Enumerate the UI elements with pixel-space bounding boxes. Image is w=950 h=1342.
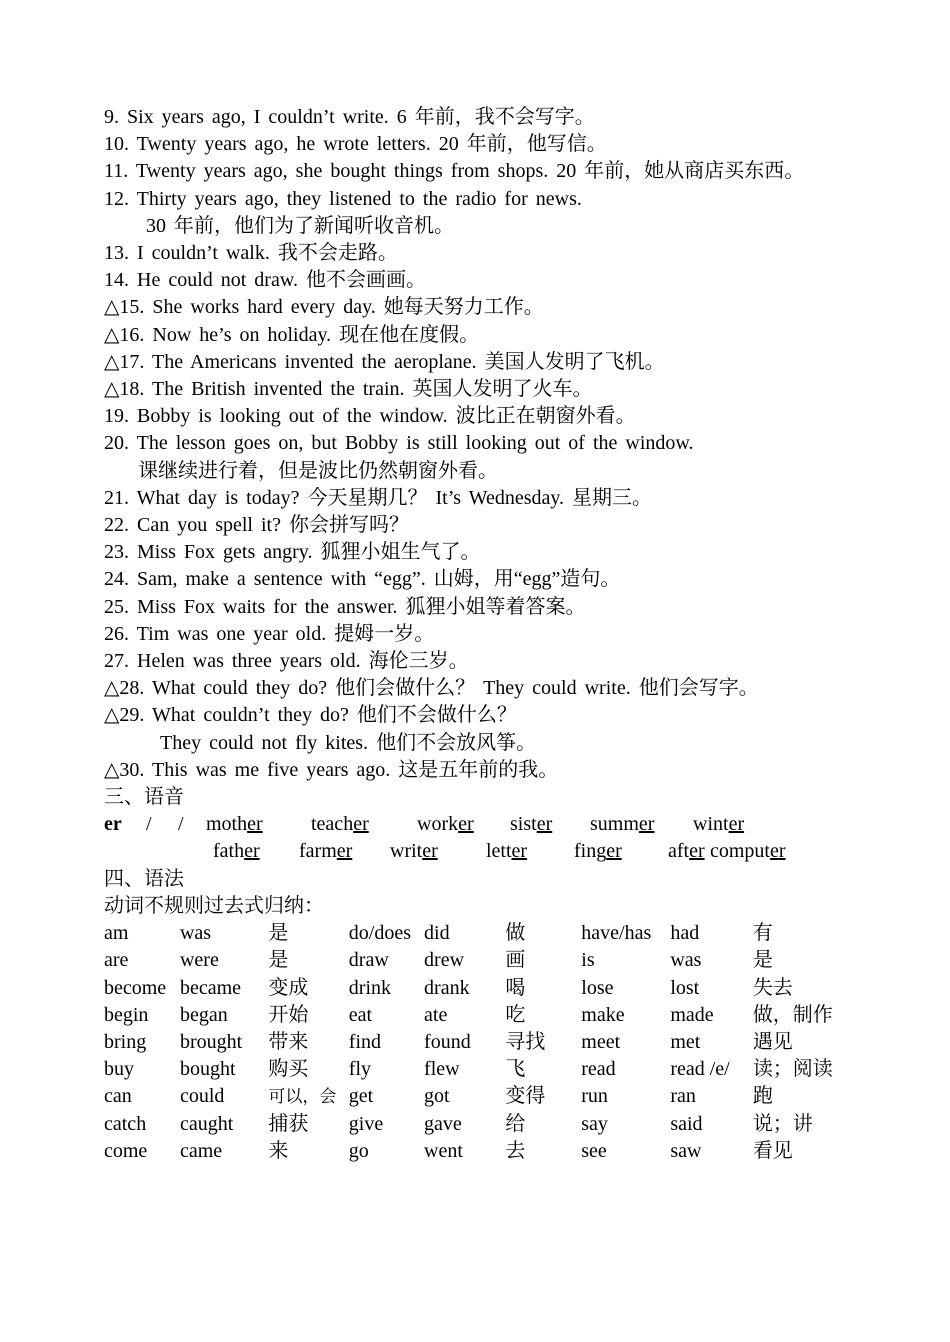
phonics-slash-open: / bbox=[146, 813, 152, 836]
verb-row bbox=[104, 975, 849, 1002]
verb-row bbox=[104, 1083, 849, 1110]
verb-past: made bbox=[670, 1003, 714, 1026]
verb-meaning: 看见 bbox=[752, 1139, 793, 1162]
verb-present: draw bbox=[348, 949, 389, 972]
phonics-word: summer bbox=[590, 813, 655, 836]
phonics-word: farmer bbox=[299, 840, 353, 863]
verb-past: bought bbox=[179, 1058, 236, 1081]
verb-present: run bbox=[581, 1085, 608, 1108]
verb-present: go bbox=[348, 1139, 369, 1162]
verb-meaning: 是 bbox=[268, 949, 289, 972]
verb-present: get bbox=[348, 1085, 374, 1108]
verb-meaning: 做，制作 bbox=[752, 1003, 833, 1026]
verb-present: give bbox=[348, 1112, 384, 1135]
verb-present: find bbox=[348, 1030, 382, 1053]
verb-meaning: 读；阅读 bbox=[752, 1058, 833, 1081]
sentence-20-translation: 课继续进行着，但是波比仍然朝窗外看。 bbox=[138, 459, 498, 482]
sentence-24: 24. Sam, make a sentence with “egg”. 山姆，用“egg”造句。 bbox=[104, 568, 621, 591]
phonics-word: winter bbox=[693, 813, 745, 836]
phonics-word: letter bbox=[486, 840, 528, 863]
verb-meaning: 去 bbox=[505, 1139, 526, 1162]
verb-row bbox=[104, 1056, 849, 1083]
verb-present: have/has bbox=[581, 922, 652, 945]
phonics-word: sister bbox=[510, 813, 553, 836]
verb-past: could bbox=[179, 1085, 225, 1108]
verb-meaning: 喝 bbox=[505, 976, 526, 999]
verb-table-body bbox=[104, 920, 849, 1165]
verb-meaning: 说；讲 bbox=[752, 1112, 813, 1135]
verb-meaning: 给 bbox=[505, 1112, 526, 1135]
sentence-14: 14. He could not draw. 他不会画画。 bbox=[104, 269, 426, 292]
verb-past: ran bbox=[670, 1085, 696, 1108]
verb-past: were bbox=[179, 949, 219, 972]
verb-present: begin bbox=[104, 1003, 149, 1026]
sentence-12-translation: 30 年前，他们为了新闻听收音机。 bbox=[146, 214, 454, 237]
verb-meaning: 做 bbox=[505, 922, 526, 945]
verb-meaning: 变成 bbox=[268, 976, 309, 999]
sentence-13: 13. I couldn’t walk. 我不会走路。 bbox=[104, 242, 398, 265]
verb-past: met bbox=[670, 1030, 701, 1053]
verb-past: caught bbox=[179, 1112, 234, 1135]
verb-row bbox=[104, 1111, 849, 1138]
verb-past: got bbox=[424, 1085, 450, 1108]
sentence-22: 22. Can you spell it? 你会拼写吗？ bbox=[104, 514, 409, 537]
sentence-30: △30. This was me five years ago. 这是五年前的我。 bbox=[104, 758, 559, 781]
document-page bbox=[104, 104, 849, 1165]
phonics-row-1 bbox=[104, 811, 849, 838]
sentence-25: 25. Miss Fox waits for the answer. 狐狸小姐等着答案。 bbox=[104, 595, 586, 618]
verb-present: am bbox=[104, 922, 129, 945]
sentence-29: △29. What couldn’t they do? 他们不会做什么？ bbox=[104, 704, 517, 727]
verb-row bbox=[104, 1002, 849, 1029]
sentence-19: 19. Bobby is looking out of the window. 波比正在朝窗外看。 bbox=[104, 405, 636, 428]
verb-present: eat bbox=[348, 1003, 373, 1026]
verb-past: began bbox=[179, 1003, 228, 1026]
phonics-word: mother bbox=[206, 813, 263, 836]
verb-past: drank bbox=[424, 976, 470, 999]
verb-meaning: 开始 bbox=[268, 1003, 309, 1026]
verb-meaning: 捕获 bbox=[268, 1112, 309, 1135]
phonics-row-2 bbox=[104, 838, 849, 865]
verb-past: was bbox=[179, 922, 212, 945]
verb-past: was bbox=[670, 949, 702, 972]
verb-present: do/does bbox=[348, 922, 412, 945]
sentence-12: 12. Thirty years ago, they listened to the radio for news. bbox=[104, 187, 582, 210]
phonics-word: computer bbox=[710, 840, 786, 863]
sentence-11: 11. Twenty years ago, she bought things from shops. 20 年前，她从商店买东西。 bbox=[104, 160, 805, 183]
verb-meaning: 飞 bbox=[505, 1058, 526, 1081]
sentence-16: △16. Now he’s on holiday. 现在他在度假。 bbox=[104, 323, 480, 346]
verb-row bbox=[104, 920, 849, 947]
irregular-verb-table bbox=[104, 920, 849, 1165]
verb-past: had bbox=[670, 922, 700, 945]
verb-present: catch bbox=[104, 1112, 147, 1135]
sentence-21: 21. What day is today? 今天星期几？ It’s Wednesday. 星期三。 bbox=[104, 486, 653, 509]
verb-present: meet bbox=[581, 1030, 621, 1053]
sentence-20: 20. The lesson goes on, but Bobby is still looking out of the window. bbox=[104, 432, 694, 455]
phonics-word: father bbox=[213, 840, 260, 863]
verb-present: are bbox=[104, 949, 129, 972]
phonics-word: teacher bbox=[311, 813, 369, 836]
section-heading-grammar: 四、语法 bbox=[104, 867, 184, 890]
verb-present: is bbox=[581, 949, 595, 972]
sentence-28: △28. What could they do? 他们会做什么？ They could write. 他们会写字。 bbox=[104, 677, 759, 700]
verb-row bbox=[104, 1138, 849, 1165]
verb-meaning: 是 bbox=[268, 922, 289, 945]
verb-present: read bbox=[581, 1058, 616, 1081]
sentence-9: 9. Six years ago, I couldn’t write. 6 年前，我不会写字。 bbox=[104, 106, 595, 128]
sentence-15: △15. She works hard every day. 她每天努力工作。 bbox=[104, 296, 544, 319]
verb-present: drink bbox=[348, 976, 392, 999]
verb-past: drew bbox=[424, 949, 465, 972]
phonics-slash-close: / bbox=[178, 813, 184, 836]
verb-meaning: 购买 bbox=[268, 1058, 309, 1081]
section-heading-pronunciation: 三、语音 bbox=[104, 786, 184, 809]
verb-present: say bbox=[581, 1112, 608, 1135]
verb-meaning: 可以，会 bbox=[268, 1087, 337, 1107]
sentence-17: △17. The Americans invented the aeroplane. 美国人发明了飞机。 bbox=[104, 350, 665, 373]
phonics-word: finger bbox=[574, 840, 622, 863]
verb-meaning: 有 bbox=[752, 922, 773, 945]
sentence-27: 27. Helen was three years old. 海伦三岁。 bbox=[104, 650, 469, 673]
sentence-10: 10. Twenty years ago, he wrote letters. 20 年前，他写信。 bbox=[104, 133, 607, 156]
verb-meaning: 是 bbox=[752, 949, 773, 972]
verb-meaning: 吃 bbox=[505, 1003, 526, 1026]
verb-meaning: 来 bbox=[268, 1139, 289, 1162]
grammar-subtitle: 动词不规则过去式归纳： bbox=[104, 894, 324, 917]
verb-meaning: 画 bbox=[505, 949, 526, 972]
verb-row bbox=[104, 1029, 849, 1056]
verb-past: became bbox=[179, 976, 242, 999]
verb-past: flew bbox=[424, 1058, 460, 1081]
phonics-word: worker bbox=[417, 813, 474, 836]
verb-meaning: 跑 bbox=[752, 1085, 773, 1108]
verb-past: lost bbox=[670, 976, 700, 999]
verb-meaning: 失去 bbox=[752, 976, 793, 999]
verb-meaning: 变得 bbox=[505, 1085, 546, 1108]
verb-past: did bbox=[424, 922, 450, 945]
verb-past: said bbox=[670, 1112, 703, 1135]
phonics-word: after bbox=[668, 840, 705, 863]
verb-past: read /e/ bbox=[670, 1058, 730, 1081]
verb-meaning: 遇见 bbox=[752, 1030, 793, 1053]
verb-row bbox=[104, 947, 849, 974]
verb-past: went bbox=[424, 1139, 463, 1162]
verb-present: become bbox=[104, 976, 167, 999]
verb-present: can bbox=[104, 1085, 132, 1108]
verb-present: buy bbox=[104, 1058, 134, 1081]
verb-past: brought bbox=[179, 1030, 243, 1053]
verb-past: saw bbox=[670, 1139, 702, 1162]
sentence-29-answer: They could not fly kites. 他们不会放风筝。 bbox=[160, 731, 537, 754]
verb-past: came bbox=[179, 1139, 223, 1162]
verb-present: lose bbox=[581, 976, 614, 999]
verb-meaning: 寻找 bbox=[505, 1030, 546, 1053]
sentence-18: △18. The British invented the train. 英国人发明了火车。 bbox=[104, 378, 593, 401]
verb-present: see bbox=[581, 1139, 607, 1162]
sentence-26: 26. Tim was one year old. 提姆一岁。 bbox=[104, 622, 435, 645]
phonics-label: er bbox=[104, 813, 122, 836]
verb-past: gave bbox=[424, 1112, 462, 1135]
verb-meaning: 带来 bbox=[268, 1030, 309, 1053]
verb-present: come bbox=[104, 1139, 148, 1162]
verb-present: fly bbox=[348, 1058, 372, 1081]
sentence-23: 23. Miss Fox gets angry. 狐狸小姐生气了。 bbox=[104, 541, 481, 564]
verb-present: bring bbox=[104, 1030, 147, 1053]
verb-past: found bbox=[424, 1030, 471, 1053]
verb-present: make bbox=[581, 1003, 625, 1026]
phonics-word: writer bbox=[390, 840, 438, 863]
verb-past: ate bbox=[424, 1003, 448, 1026]
